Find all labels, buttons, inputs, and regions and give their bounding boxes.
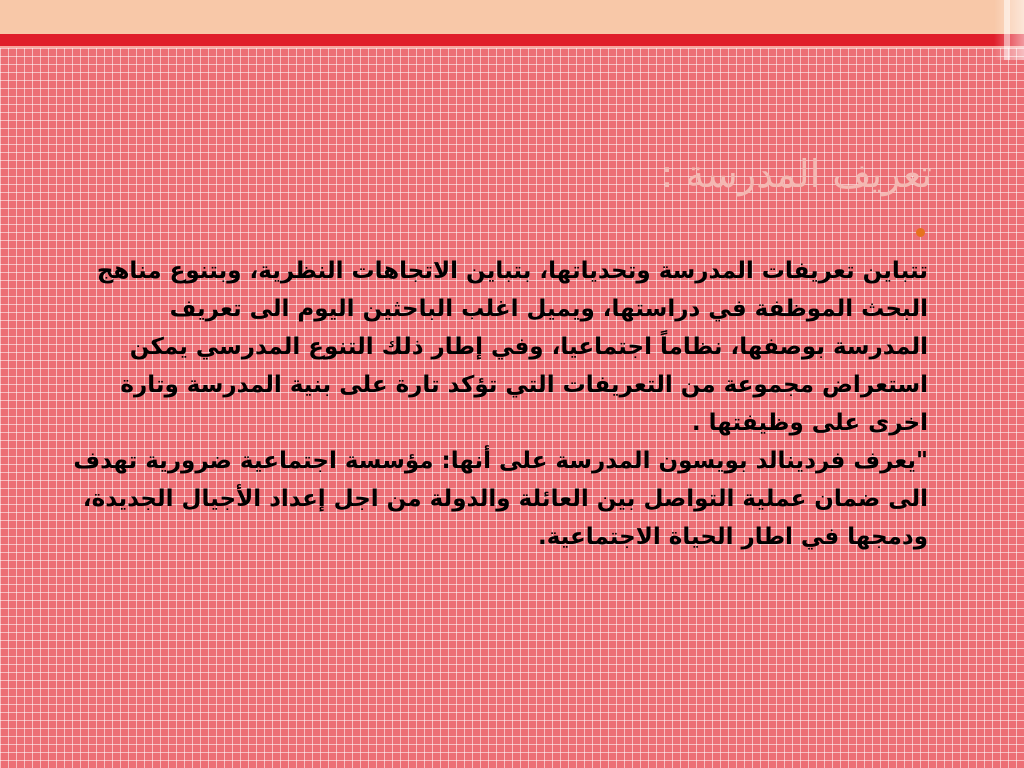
- header-band: [0, 0, 1024, 34]
- header-red-stripe: [0, 34, 1024, 46]
- body-text: [70, 252, 928, 556]
- paragraph-buisson-quote: "يعرف فردينالد بويسون المدرسة على أنها: مؤسسة اجتماعية ضرورية تهدف الى ضمان عملية التواصل بين العائلة والدولة من اجل إعداد الأجيال الجديدة، ودمجها في اطار الحياة الاجتماعية.: [73, 448, 928, 550]
- paragraph-definition-intro: تتباين تعريفات المدرسة وتحدياتها، بتباين الاتجاهات النظرية، وبتنوع مناهج البحث الموظفة في دراستها، ويميل اغلب الباحثين اليوم الى تعريف المدرسة بوصفها، نظاماً اجتماعيا، وفي إطار ذلك التنوع المدرسي يمكن استعراض مجموعة من التعريفات التي تؤكد تارة على بنية المدرسة وتارة اخرى على وظيفتها .: [96, 258, 928, 436]
- corner-accent-line: [1004, 0, 1010, 60]
- header-thin-stripe: [0, 46, 1024, 48]
- bullet-dot-icon: [916, 228, 925, 237]
- slide-title: تعريف المدرسة :: [660, 152, 932, 196]
